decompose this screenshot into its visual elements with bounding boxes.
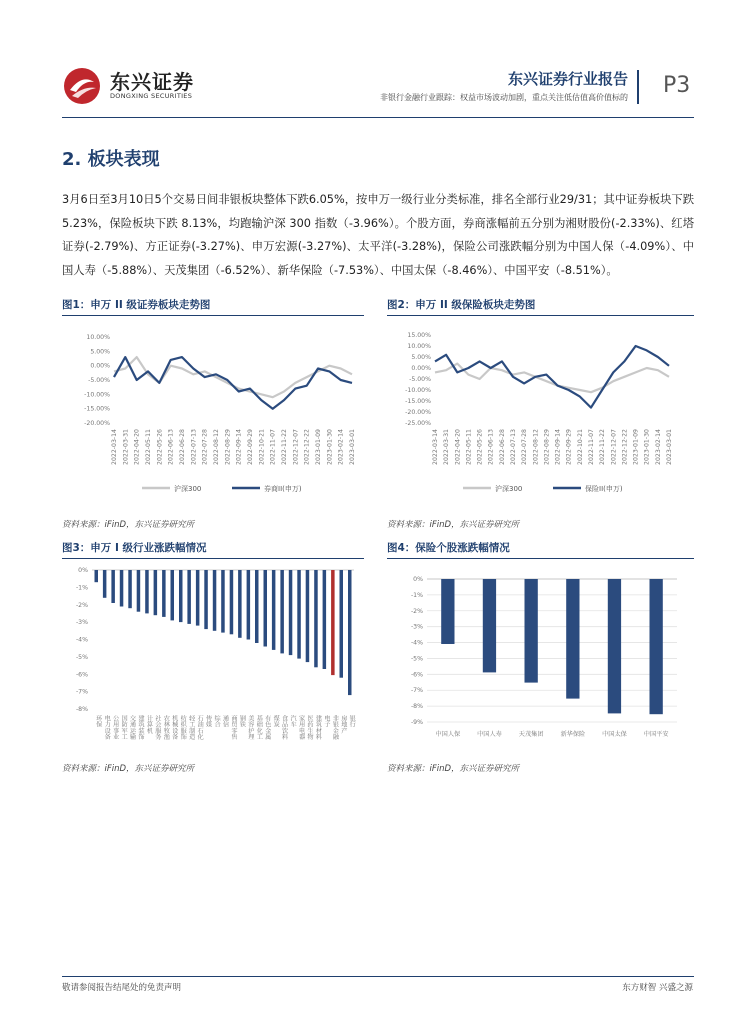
x-tick-label: 2022-03-31 <box>122 429 130 465</box>
x-tick-label: 中国平安 <box>643 731 669 738</box>
fig1-title: 图1：申万 II 级证券板块走势图 <box>62 299 211 311</box>
bar-通信 <box>221 570 225 633</box>
fig3-title: 图3：申万 I 级行业涨跌幅情况 <box>62 542 207 554</box>
x-tick-label: 2022-11-22 <box>281 429 288 465</box>
x-tick-label: 交通运输 <box>128 715 136 740</box>
x-tick-label: 2022-12-22 <box>303 429 311 465</box>
x-tick-label: 计算机 <box>145 715 153 734</box>
fig2-rule <box>387 315 694 316</box>
x-tick-label: 社会服务 <box>153 715 161 740</box>
x-tick-label: 2022-03-14 <box>432 429 439 465</box>
y-tick-label: -8% <box>410 703 423 711</box>
x-tick-label: 2023-03-01 <box>666 429 673 465</box>
y-tick-label: 0.00% <box>411 365 431 372</box>
x-tick-label: 电子 <box>322 715 330 728</box>
x-tick-label: 家用电器 <box>297 715 305 740</box>
bar-中国太保 <box>608 579 621 713</box>
section-body: 3月6日至3月10日5个交易日间非银板块整体下跌6.05%，按申万一级行业分类标准，排名全部行业29/31；其中证券板块下跌 5.23%，保险板块下跌 8.13%，均跑输沪深 300 指数（-3.96%）。个股方面，券商涨幅前五分别为湘财股份(-2.33%)、红塔证券(-2.79%)、方正证券(-3.27%)、申万宏源(-3.27%)、太平洋(-3.28%)，保险公司涨跌幅分别为中国人保（-4.09%）、中国人寿（-5.88%）、天茂集团（-6.52%）、新华保险（-7.53%）、中国太保（-8.46%）、中国平安（-8.51%）。 <box>62 193 694 277</box>
x-tick-label: 2022-07-13 <box>190 429 198 465</box>
bar-煤炭 <box>272 570 276 650</box>
bar-钢铁 <box>238 570 242 638</box>
company-logo-icon <box>62 66 102 106</box>
y-tick-label: 0% <box>413 576 423 583</box>
y-tick-label: -5.00% <box>409 376 431 383</box>
fig3-chart <box>62 565 364 755</box>
footer-rule <box>62 976 694 977</box>
y-tick-label: -1% <box>410 591 423 599</box>
report-title: 东兴证券行业报告 <box>507 70 628 88</box>
bar-国防军工 <box>120 570 124 607</box>
bar-商贸零售 <box>230 570 234 634</box>
x-tick-label: 纺织服饰 <box>179 715 187 740</box>
y-tick-label: 0% <box>78 567 88 574</box>
x-tick-label: 基础化工 <box>255 715 263 740</box>
y-tick-label: 5.00% <box>411 354 431 361</box>
x-tick-label: 2023-01-30 <box>326 429 334 465</box>
x-tick-label: 2023-01-09 <box>315 429 322 465</box>
x-tick-label: 2022-03-31 <box>443 429 451 465</box>
y-tick-label: -6% <box>410 671 423 679</box>
section-title: 2. 板块表现 <box>62 149 160 170</box>
bar-公用事业 <box>111 570 115 603</box>
x-tick-label: 钢铁 <box>238 715 246 728</box>
y-tick-label: -8% <box>75 706 88 713</box>
x-tick-label: 通信 <box>221 715 229 728</box>
y-tick-label: -9% <box>410 719 423 726</box>
x-tick-label: 公用事业 <box>111 715 119 740</box>
x-tick-label: 中国人保 <box>435 731 461 738</box>
x-tick-label: 2022-03-14 <box>111 429 118 465</box>
x-tick-label: 机械设备 <box>170 715 178 740</box>
x-tick-label: 2022-05-11 <box>465 429 473 465</box>
x-tick-label: 食品饮料 <box>280 715 288 740</box>
y-tick-label: -5% <box>75 653 88 661</box>
legend-label: 沪深300 <box>495 485 523 493</box>
bar-环保 <box>95 570 99 582</box>
x-tick-label: 2022-09-14 <box>554 429 562 465</box>
bar-传媒 <box>204 570 208 629</box>
y-tick-label: -25.00% <box>405 420 431 427</box>
bar-有色金属 <box>264 570 268 647</box>
x-tick-label: 2022-12-07 <box>292 429 300 465</box>
fig1-rule <box>62 315 364 316</box>
bar-机械设备 <box>171 570 175 620</box>
y-tick-label: -20.00% <box>405 409 431 416</box>
x-tick-label: 2022-06-13 <box>487 429 495 465</box>
x-tick-label: 2022-07-28 <box>201 429 209 465</box>
fig3-rule <box>62 558 364 559</box>
x-tick-label: 2023-01-09 <box>632 429 640 465</box>
series-line-index <box>114 357 352 397</box>
x-tick-label: 天茂集团 <box>518 731 544 738</box>
y-tick-label: -4% <box>75 636 88 644</box>
y-tick-label: -2% <box>75 601 88 609</box>
header-rule <box>62 117 694 118</box>
x-tick-label: 2023-02-14 <box>337 429 345 465</box>
x-tick-label: 轻工制造 <box>187 715 195 740</box>
bar-家用电器 <box>297 570 301 659</box>
x-tick-label: 2022-08-12 <box>532 429 540 465</box>
x-tick-label: 2022-11-22 <box>599 429 607 465</box>
y-tick-label: -5.00% <box>88 377 110 384</box>
x-tick-label: 医药生物 <box>306 715 314 740</box>
footer-disclaimer: 敬请参阅报告结尾处的免责声明 <box>62 983 182 993</box>
bar-医药生物 <box>306 570 310 662</box>
x-tick-label: 房地产 <box>339 715 347 734</box>
x-tick-label: 2022-04-20 <box>133 429 141 465</box>
bar-新华保险 <box>566 579 579 699</box>
y-tick-label: -3% <box>75 619 88 627</box>
y-tick-label: -15.00% <box>84 405 110 413</box>
fig4-source: 资料来源：iFinD，东兴证券研究所 <box>387 764 520 774</box>
x-tick-label: 2022-07-13 <box>510 429 517 465</box>
bar-交通运输 <box>128 570 132 608</box>
company-name: 东兴证券 <box>110 70 194 94</box>
y-tick-label: -7% <box>75 688 88 696</box>
bar-美容护理 <box>247 570 251 640</box>
x-tick-label: 2022-05-26 <box>476 429 484 465</box>
y-tick-label: 10.00% <box>407 343 431 350</box>
x-tick-label: 2022-08-29 <box>224 429 232 465</box>
bar-综合 <box>213 570 217 631</box>
x-tick-label: 2022-09-29 <box>247 429 254 465</box>
x-tick-label: 中国太保 <box>602 731 627 738</box>
y-tick-label: -1% <box>75 584 88 592</box>
bar-轻工制造 <box>187 570 191 624</box>
bar-基础化工 <box>255 570 259 643</box>
x-tick-label: 国防军工 <box>120 715 128 740</box>
bar-银行 <box>348 570 352 695</box>
y-tick-label: -2% <box>410 607 423 615</box>
y-tick-label: 15.00% <box>407 332 431 339</box>
x-tick-label: 2022-09-14 <box>235 429 243 465</box>
x-tick-label: 2022-10-21 <box>258 429 266 465</box>
header-divider <box>637 70 639 104</box>
y-tick-label: -4% <box>410 639 423 647</box>
x-tick-label: 中国人寿 <box>477 731 502 738</box>
fig1-chart <box>62 325 364 500</box>
x-tick-label: 传媒 <box>204 715 212 728</box>
y-tick-label: 0.00% <box>90 362 110 370</box>
bar-石油石化 <box>196 570 200 626</box>
x-tick-label: 银行 <box>348 715 356 728</box>
fig2-source: 资料来源：iFinD，东兴证券研究所 <box>387 520 520 530</box>
bar-食品饮料 <box>280 570 284 653</box>
y-tick-label: -5% <box>410 655 423 663</box>
x-tick-label: 非银金融 <box>331 715 339 740</box>
x-tick-label: 综合 <box>213 715 221 728</box>
x-tick-label: 2022-11-07 <box>588 429 595 465</box>
bar-纺织服饰 <box>179 570 183 622</box>
x-tick-label: 美容护理 <box>246 715 254 740</box>
x-tick-label: 2022-12-22 <box>621 429 629 465</box>
legend-label: 沪深300 <box>174 485 202 493</box>
x-tick-label: 商贸零售 <box>229 715 237 740</box>
x-tick-label: 2022-12-07 <box>610 429 618 465</box>
series-line-sector <box>114 357 352 409</box>
legend-label: 券商II(申万) <box>264 485 302 493</box>
fig2-chart <box>387 325 694 500</box>
fig4-rule <box>387 558 694 559</box>
x-tick-label: 2022-06-28 <box>179 429 186 465</box>
x-tick-label: 2022-09-29 <box>565 429 573 465</box>
bar-汽车 <box>289 570 293 655</box>
y-tick-label: -20.00% <box>84 420 110 427</box>
y-tick-label: -15.00% <box>405 398 431 405</box>
x-tick-label: 有色金属 <box>263 715 271 740</box>
x-tick-label: 建筑装饰 <box>136 715 144 740</box>
bar-房地产 <box>340 570 344 678</box>
fig4-chart <box>387 565 694 755</box>
x-tick-label: 石油石化 <box>196 715 204 740</box>
bar-电力设备 <box>103 570 107 598</box>
x-tick-label: 2023-01-30 <box>643 429 651 465</box>
fig2-title: 图2：申万 II 级保险板块走势图 <box>387 299 536 311</box>
y-tick-label: -7% <box>410 687 423 695</box>
x-tick-label: 2022-07-28 <box>521 429 529 465</box>
bar-中国人寿 <box>483 579 496 672</box>
y-tick-label: -10.00% <box>84 391 110 399</box>
footer-slogan: 东方财智 兴盛之源 <box>622 983 693 993</box>
x-tick-label: 2022-05-26 <box>156 429 164 465</box>
x-tick-label: 农林牧渔 <box>162 715 170 740</box>
y-tick-label: -10.00% <box>405 387 431 394</box>
legend-label: 保险II(申万) <box>585 485 623 493</box>
bar-农林牧渔 <box>162 570 166 617</box>
bar-建筑装饰 <box>137 570 141 612</box>
x-tick-label: 环保 <box>94 715 102 728</box>
x-tick-label: 建筑材料 <box>314 715 322 740</box>
report-subtitle: 非银行金融行业跟踪：权益市场波动加剧，重点关注低估值高价值标的 <box>380 93 628 102</box>
bar-中国平安 <box>650 579 663 714</box>
fig3-source: 资料来源：iFinD，东兴证券研究所 <box>62 764 195 774</box>
bar-天茂集团 <box>525 579 538 683</box>
company-name-en: DONGXING SECURITIES <box>110 92 193 100</box>
bar-建筑材料 <box>314 570 318 667</box>
x-tick-label: 汽车 <box>289 715 297 728</box>
y-tick-label: 10.00% <box>86 334 110 341</box>
bar-社会服务 <box>154 570 158 615</box>
bar-电子 <box>323 570 327 669</box>
x-tick-label: 煤炭 <box>272 715 280 728</box>
series-line-sector <box>435 346 669 408</box>
x-tick-label: 2022-08-12 <box>213 429 220 465</box>
x-tick-label: 2023-03-01 <box>349 429 356 465</box>
bar-计算机 <box>145 570 149 613</box>
x-tick-label: 2022-06-13 <box>167 429 175 465</box>
x-tick-label: 2022-11-07 <box>269 429 277 465</box>
bar-非银金融 <box>331 570 335 675</box>
x-tick-label: 2022-08-29 <box>543 429 551 465</box>
page-number: P3 <box>663 73 691 98</box>
x-tick-label: 2022-10-21 <box>576 429 584 465</box>
x-tick-label: 2022-06-28 <box>498 429 506 465</box>
y-tick-label: 5.00% <box>90 348 110 356</box>
fig1-source: 资料来源：iFinD，东兴证券研究所 <box>62 520 195 530</box>
x-tick-label: 2022-04-20 <box>454 429 462 465</box>
x-tick-label: 新华保险 <box>560 731 586 738</box>
fig4-title: 图4：保险个股涨跌幅情况 <box>387 542 510 554</box>
x-tick-label: 2022-05-11 <box>145 429 152 465</box>
y-tick-label: -6% <box>75 671 88 679</box>
bar-中国人保 <box>441 579 454 644</box>
y-tick-label: -3% <box>410 623 423 631</box>
x-tick-label: 2023-02-14 <box>654 429 662 465</box>
x-tick-label: 电力设备 <box>103 715 111 740</box>
